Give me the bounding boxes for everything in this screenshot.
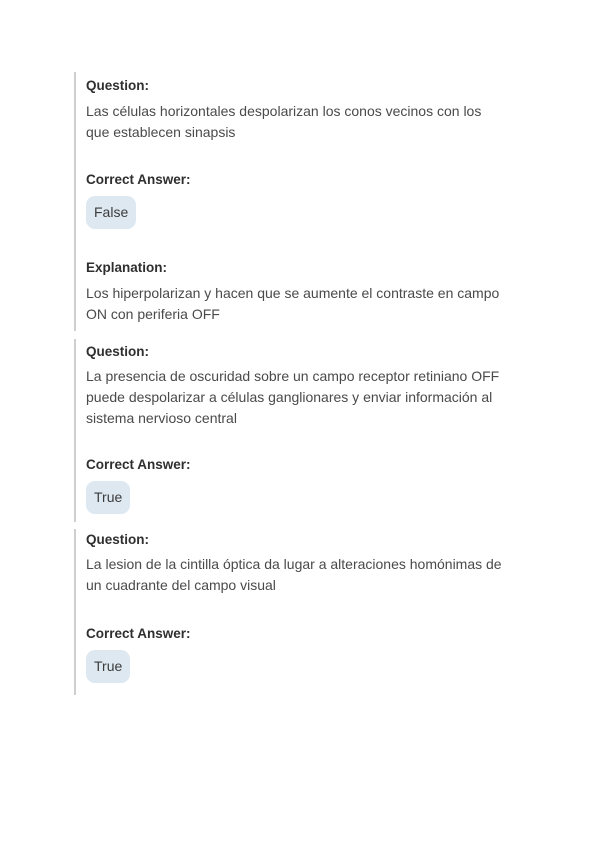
question-heading: Question: (86, 78, 149, 93)
question-text: La lesion de la cintilla óptica da lugar a alteraciones homónimas de un cuadrante del campo visual (86, 556, 502, 593)
explanation-text: Los hiperpolarizan y hacen que se aumente el contraste en campo ON con periferia OFF (86, 285, 500, 322)
question-heading: Question: (86, 532, 149, 547)
answer-heading: Correct Answer: (86, 172, 191, 187)
qa-item (74, 72, 514, 331)
answer-badge: False (86, 196, 136, 229)
explanation-heading: Explanation: (86, 260, 168, 275)
answer-heading: Correct Answer: (86, 626, 191, 641)
qa-item (74, 339, 514, 522)
question-text: Las células horizontales despolarizan los conos vecinos con los que establecen sinapsis (86, 103, 482, 140)
question-text: La presencia de oscuridad sobre un campo receptor retiniano OFF puede despolarizar a células ganglionares y enviar información al sistema nervioso central (86, 368, 500, 426)
answer-badge: True (86, 481, 130, 514)
qa-item (74, 529, 514, 695)
answer-heading: Correct Answer: (86, 457, 191, 472)
answer-badge: True (86, 650, 130, 683)
question-heading: Question: (86, 344, 149, 359)
